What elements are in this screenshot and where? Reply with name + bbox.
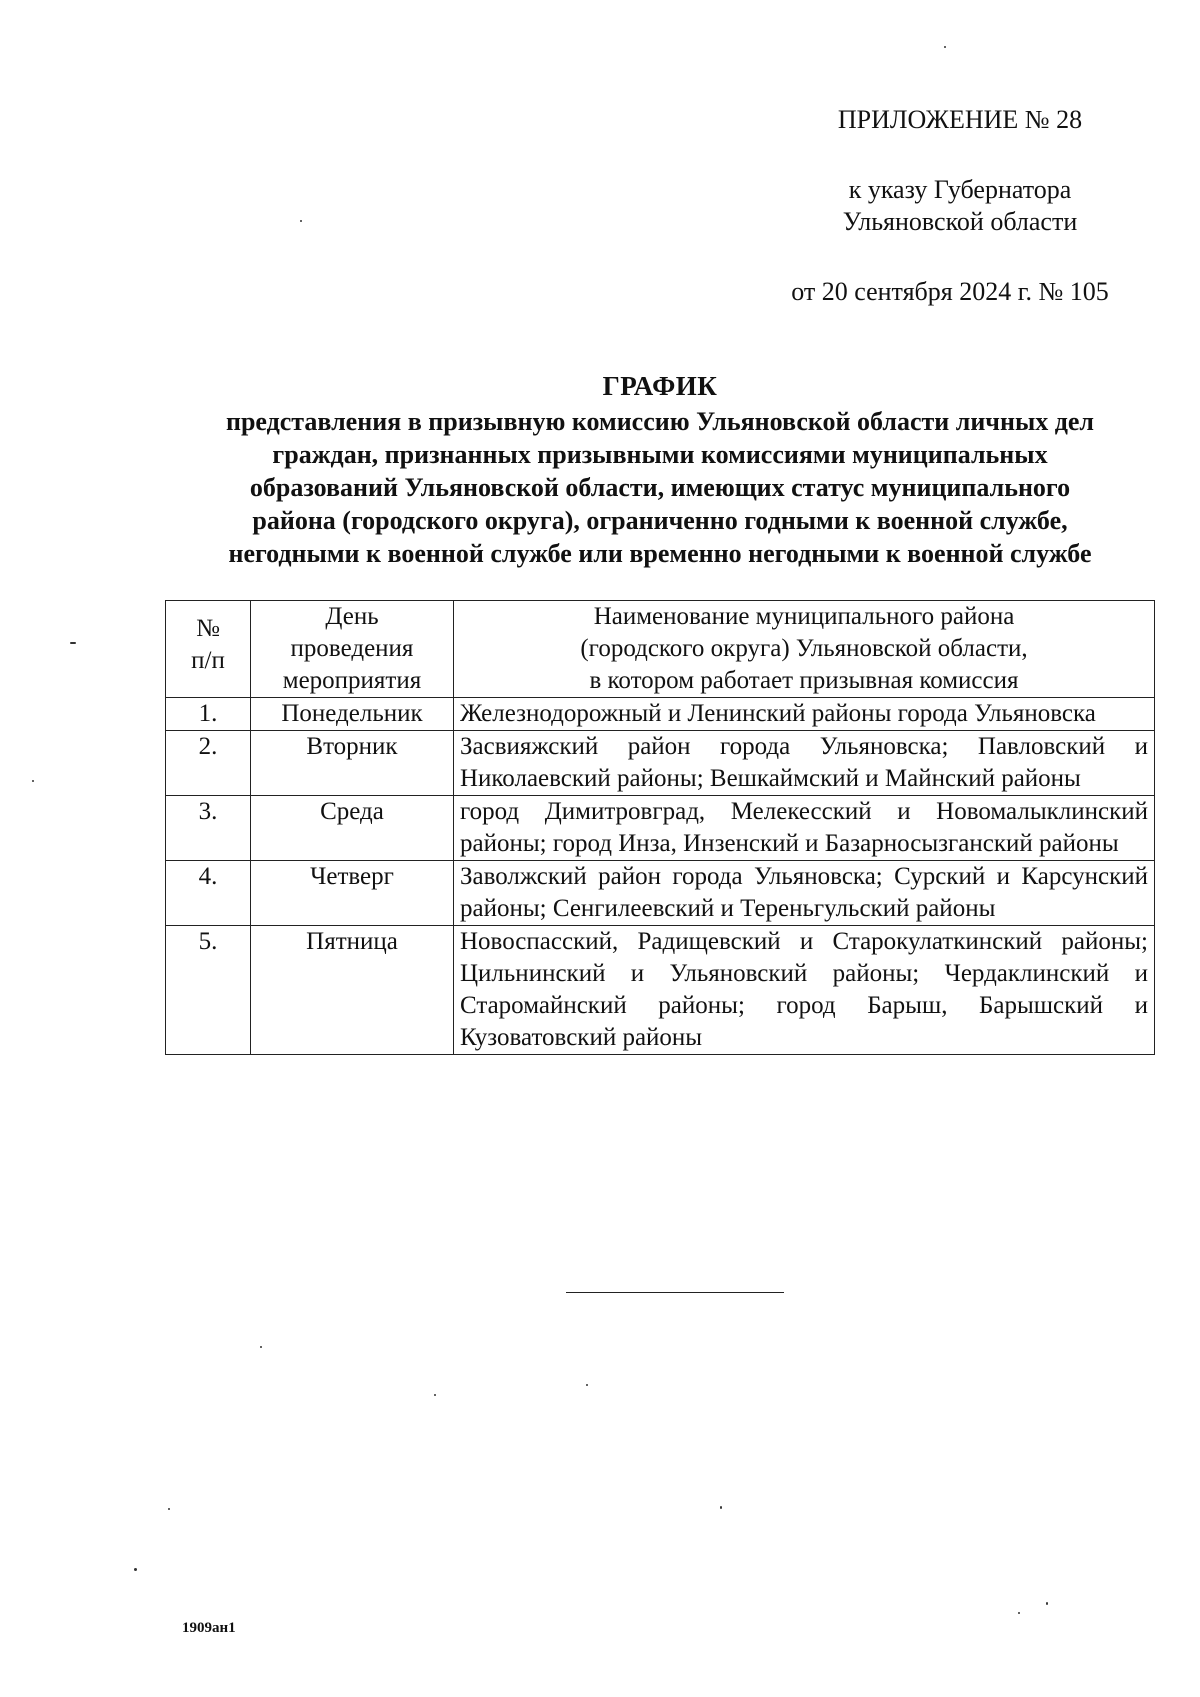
row-num: 5. (166, 926, 251, 1055)
title-line: негодными к военной службе или временно негодными к военной службе (228, 539, 1092, 568)
row-num: 2. (166, 731, 251, 796)
header-day (251, 601, 454, 698)
header-area-line: (городского округа) Ульяновской области, (580, 635, 1028, 662)
table-row (166, 926, 1155, 1055)
table-row (166, 796, 1155, 861)
scan-speck (134, 1568, 137, 1571)
scan-speck (944, 46, 946, 48)
scan-speck (586, 1384, 588, 1386)
table-row (166, 731, 1155, 796)
title-line: представления в призывную комиссию Ульяновской области личных дел (225, 407, 1095, 436)
title-line: образований Ульяновской области, имеющих статус муниципального (249, 473, 1071, 502)
header-num (166, 601, 251, 698)
scan-speck (70, 642, 76, 644)
scan-speck (434, 1394, 436, 1396)
scan-speck (1046, 1602, 1048, 1605)
decree-date: от 20 сентября 2024 г. № 105 (791, 277, 1109, 306)
scan-speck (1018, 1612, 1020, 1614)
row-day: Вторник (251, 731, 454, 796)
header-area (454, 601, 1155, 698)
title-line: граждан, признанных призывными комиссиями муниципальных (272, 440, 1048, 469)
header-area-line: Наименование муниципального района (593, 603, 1015, 630)
scan-speck (168, 1508, 170, 1510)
header-num-line: п/п (191, 647, 225, 674)
table-header-row (166, 601, 1155, 698)
appendix-number: ПРИЛОЖЕНИЕ № 28 (837, 105, 1083, 134)
row-area: город Димитровград, Мелекесский и Новомалыклинский районы; город Инза, Инзенский и Базарносызганский районы (454, 796, 1155, 861)
row-area: Железнодорожный и Ленинский районы города Ульяновска (454, 698, 1155, 731)
schedule-table (165, 600, 1155, 1055)
decree-reference-line: Ульяновской области (842, 207, 1078, 236)
row-day: Понедельник (251, 698, 454, 731)
scan-speck (32, 780, 34, 782)
row-num: 3. (166, 796, 251, 861)
header-day-line: мероприятия (282, 667, 422, 694)
row-num: 1. (166, 698, 251, 731)
header-day-line: День (325, 603, 379, 630)
document-code: 1909ан1 (182, 1620, 236, 1636)
header-day-line: проведения (290, 635, 414, 662)
row-day: Среда (251, 796, 454, 861)
row-num: 4. (166, 861, 251, 926)
row-area: Заволжский район города Ульяновска; Сурский и Карсунский районы; Сенгилеевский и Тереньгульский районы (454, 861, 1155, 926)
row-day: Пятница (251, 926, 454, 1055)
decree-reference (790, 174, 1130, 238)
footer-divider (566, 1292, 784, 1293)
row-area: Новоспасский, Радищевский и Старокулаткинский районы; Цильнинский и Ульяновский районы; Чердаклинский и Старомайнский районы; город Барыш, Барышский и Кузоватовский районы (454, 926, 1155, 1055)
scan-speck (260, 1346, 262, 1348)
table-row (166, 698, 1155, 731)
decree-reference-line: к указу Губернатора (848, 175, 1072, 204)
header-num-line: № (196, 615, 220, 642)
scan-speck (720, 1506, 722, 1509)
row-area: Засвияжский район города Ульяновска; Павловский и Николаевский районы; Вешкаймский и Майнский районы (454, 731, 1155, 796)
table-row (166, 861, 1155, 926)
document-title (165, 370, 1155, 570)
scan-speck (300, 220, 302, 222)
header-area-line: в котором работает призывная комиссия (589, 667, 1019, 694)
title-line: района (городского округа), ограниченно годными к военной службе, (252, 506, 1068, 535)
title-main: ГРАФИК (602, 371, 718, 401)
row-day: Четверг (251, 861, 454, 926)
